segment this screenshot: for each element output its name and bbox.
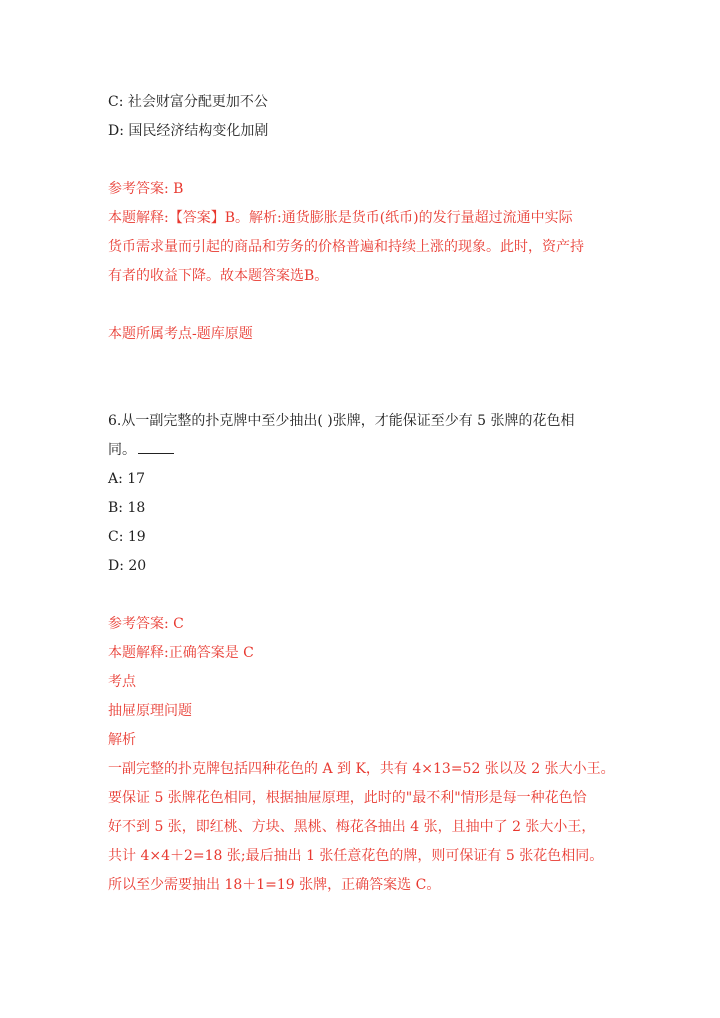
- jiexi-line: 所以至少需要抽出 18＋1=19 张牌，正确答案选 C。: [108, 877, 441, 893]
- explanation-line: 有者的收益下降。故本题答案选B。: [108, 268, 329, 284]
- question-stem-text: 同。: [108, 442, 136, 458]
- spacer: [108, 349, 628, 407]
- jiexi-line: 要保证 5 张牌花色相同，根据抽屉原理，此时的"最不利"情形是每一种花色恰: [108, 790, 587, 806]
- jiexi-line: 一副完整的扑克牌包括四种花色的 A 到 K，共有 4×13=52 张以及 2 张大小王。: [108, 761, 615, 777]
- option-c: C: 社会财富分配更加不公: [108, 94, 268, 110]
- explanation-line: 本题解释:【答案】B。解析:通货膨胀是货币(纸币)的发行量超过流通中实际: [108, 210, 573, 226]
- spacer: [108, 291, 628, 320]
- kaodian-label: 考点: [108, 674, 136, 690]
- explanation-head: 本题解释:正确答案是 C: [108, 645, 254, 661]
- question-stem-cont: [108, 436, 628, 465]
- jiexi-label: 解析: [108, 732, 136, 748]
- jiexi-line: 好不到 5 张，即红桃、方块、黑桃、梅花各抽出 4 张，且抽中了 2 张大小王，: [108, 819, 596, 835]
- explanation-line: 货币需求量而引起的商品和劳务的价格普遍和持续上涨的现象。此时，资产持: [108, 239, 584, 255]
- option-d: D: 20: [108, 558, 147, 574]
- jiexi-line: 共计 4×4＋2=18 张;最后抽出 1 张任意花色的牌，则可保证有 5 张花色相同。: [108, 848, 604, 864]
- option-b: B: 18: [108, 500, 146, 516]
- question-source: 本题所属考点-题库原题: [108, 326, 253, 342]
- reference-answer: 参考答案: C: [108, 616, 184, 632]
- answer-blank: [138, 440, 174, 454]
- reference-answer: 参考答案: B: [108, 181, 184, 197]
- option-d: D: 国民经济结构变化加剧: [108, 123, 269, 139]
- kaodian-value: 抽屉原理问题: [108, 703, 192, 719]
- option-c: C: 19: [108, 529, 146, 545]
- option-a: A: 17: [108, 471, 146, 487]
- question-stem: 6.从一副完整的扑克牌中至少抽出( )张牌，才能保证至少有 5 张牌的花色相: [108, 413, 575, 429]
- spacer: [108, 146, 628, 175]
- document-page: [108, 88, 628, 900]
- spacer: [108, 581, 628, 610]
